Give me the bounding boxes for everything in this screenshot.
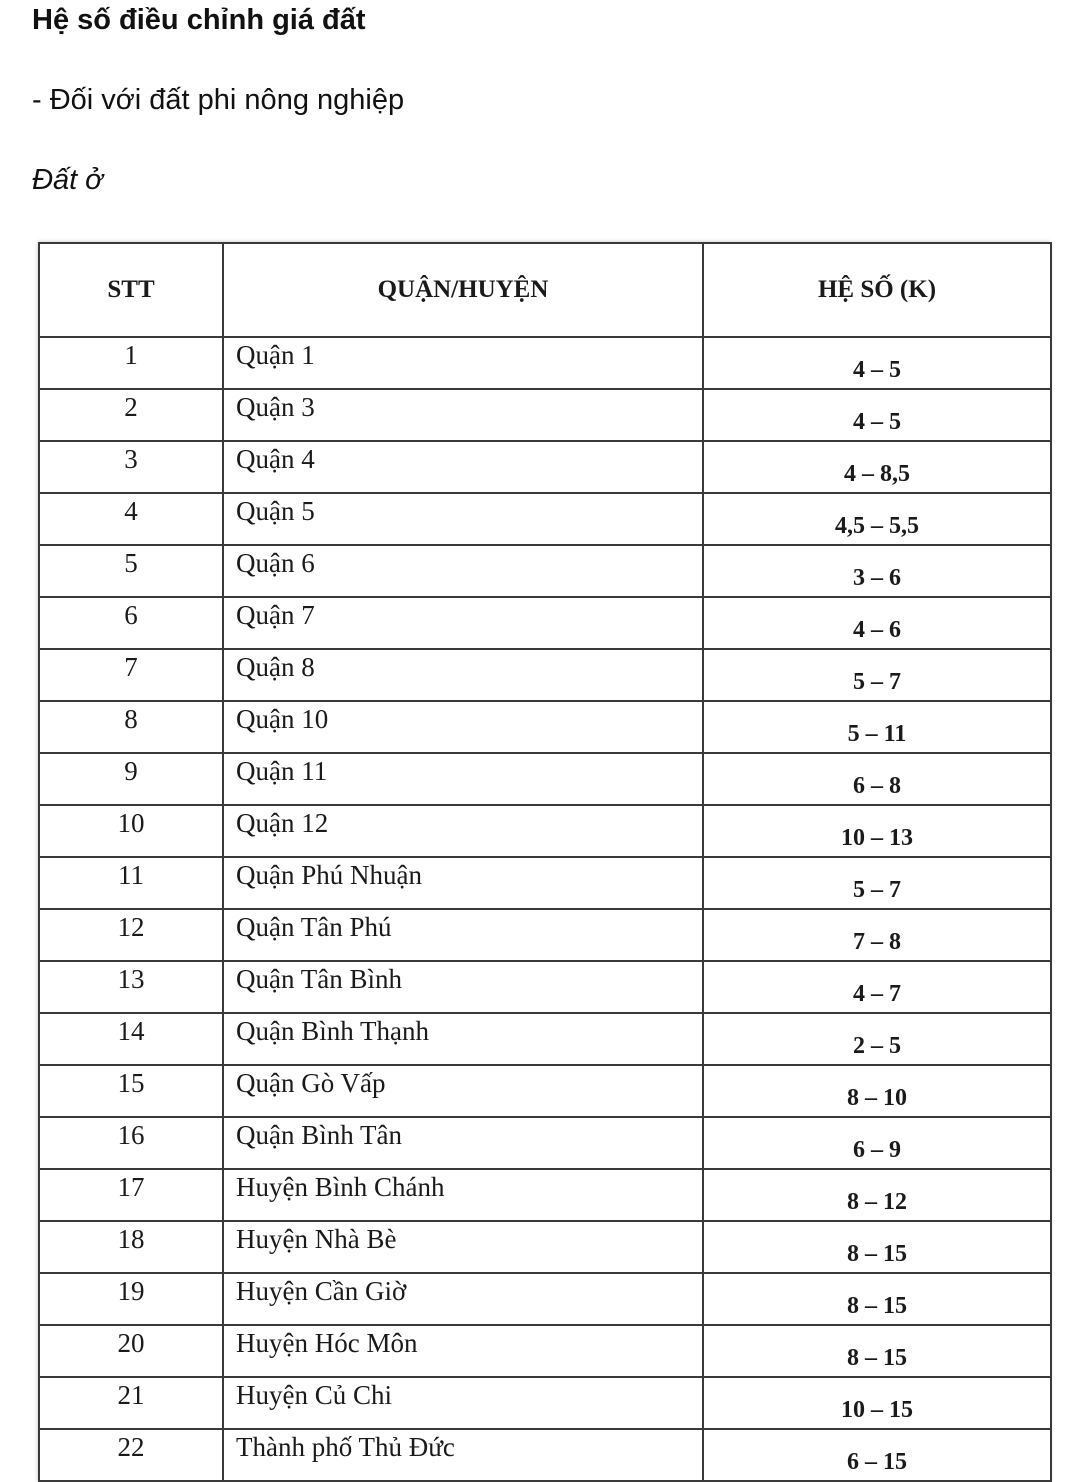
row-district: Huyện Cần Giờ [223,1273,703,1325]
row-stt: 17 [39,1169,223,1221]
row-stt: 18 [39,1221,223,1273]
header-stt: STT [39,243,223,337]
row-coefficient: 4 – 7 [703,961,1051,1013]
row-coefficient: 10 – 13 [703,805,1051,857]
row-stt: 16 [39,1117,223,1169]
row-district: Quận 1 [223,337,703,389]
row-stt: 10 [39,805,223,857]
header-district: QUẬN/HUYỆN [223,243,703,337]
row-district: Quận Bình Thạnh [223,1013,703,1065]
row-coefficient: 7 – 8 [703,909,1051,961]
table-body [39,337,1051,1481]
row-district: Huyện Nhà Bè [223,1221,703,1273]
row-district: Quận 5 [223,493,703,545]
coefficient-table-container [38,242,1050,1482]
row-coefficient: 6 – 8 [703,753,1051,805]
row-coefficient: 4 – 8,5 [703,441,1051,493]
row-coefficient: 4,5 – 5,5 [703,493,1051,545]
table-row [39,545,1051,597]
row-coefficient: 8 – 10 [703,1065,1051,1117]
table-row [39,1325,1051,1377]
section-subheading: - Đối với đất phi nông nghiệp [32,84,405,116]
row-stt: 7 [39,649,223,701]
table-header-row [39,243,1051,337]
table-row [39,1117,1051,1169]
row-coefficient: 4 – 5 [703,389,1051,441]
row-district: Quận Bình Tân [223,1117,703,1169]
row-district: Huyện Bình Chánh [223,1169,703,1221]
table-row [39,961,1051,1013]
table-row [39,1169,1051,1221]
table-row [39,441,1051,493]
table-row [39,649,1051,701]
page-title: Hệ số điều chỉnh giá đất [32,4,366,36]
table-row [39,493,1051,545]
row-coefficient: 4 – 6 [703,597,1051,649]
row-stt: 6 [39,597,223,649]
row-district: Quận Tân Phú [223,909,703,961]
row-district: Quận Gò Vấp [223,1065,703,1117]
row-coefficient: 5 – 7 [703,649,1051,701]
table-row [39,857,1051,909]
table-row [39,597,1051,649]
row-district: Quận 11 [223,753,703,805]
table-row [39,337,1051,389]
row-stt: 1 [39,337,223,389]
row-coefficient: 10 – 15 [703,1377,1051,1429]
coefficient-table [38,242,1052,1482]
table-row [39,909,1051,961]
table-row [39,1065,1051,1117]
table-row [39,1013,1051,1065]
row-district: Quận 3 [223,389,703,441]
row-district: Quận Phú Nhuận [223,857,703,909]
row-stt: 11 [39,857,223,909]
land-type-label: Đất ở [32,164,103,196]
row-stt: 4 [39,493,223,545]
row-coefficient: 4 – 5 [703,337,1051,389]
table-row [39,805,1051,857]
table-row [39,1429,1051,1481]
row-district: Thành phố Thủ Đức [223,1429,703,1481]
row-district: Quận 6 [223,545,703,597]
row-coefficient: 5 – 11 [703,701,1051,753]
row-stt: 20 [39,1325,223,1377]
row-stt: 13 [39,961,223,1013]
row-district: Quận 7 [223,597,703,649]
table-row [39,1377,1051,1429]
row-district: Huyện Củ Chi [223,1377,703,1429]
row-coefficient: 3 – 6 [703,545,1051,597]
table-row [39,701,1051,753]
row-coefficient: 8 – 15 [703,1221,1051,1273]
row-coefficient: 8 – 15 [703,1325,1051,1377]
table-row [39,1221,1051,1273]
row-stt: 19 [39,1273,223,1325]
row-stt: 2 [39,389,223,441]
row-district: Quận 12 [223,805,703,857]
row-coefficient: 6 – 15 [703,1429,1051,1481]
row-coefficient: 5 – 7 [703,857,1051,909]
table-row [39,1273,1051,1325]
row-district: Quận 10 [223,701,703,753]
row-district: Quận 4 [223,441,703,493]
row-district: Quận 8 [223,649,703,701]
row-stt: 9 [39,753,223,805]
row-coefficient: 8 – 12 [703,1169,1051,1221]
row-stt: 22 [39,1429,223,1481]
row-stt: 3 [39,441,223,493]
row-coefficient: 2 – 5 [703,1013,1051,1065]
row-stt: 14 [39,1013,223,1065]
row-district: Quận Tân Bình [223,961,703,1013]
row-district: Huyện Hóc Môn [223,1325,703,1377]
row-stt: 5 [39,545,223,597]
row-stt: 21 [39,1377,223,1429]
table-row [39,389,1051,441]
header-coefficient: HỆ SỐ (K) [703,243,1051,337]
row-stt: 15 [39,1065,223,1117]
row-coefficient: 6 – 9 [703,1117,1051,1169]
row-stt: 12 [39,909,223,961]
table-row [39,753,1051,805]
row-stt: 8 [39,701,223,753]
row-coefficient: 8 – 15 [703,1273,1051,1325]
